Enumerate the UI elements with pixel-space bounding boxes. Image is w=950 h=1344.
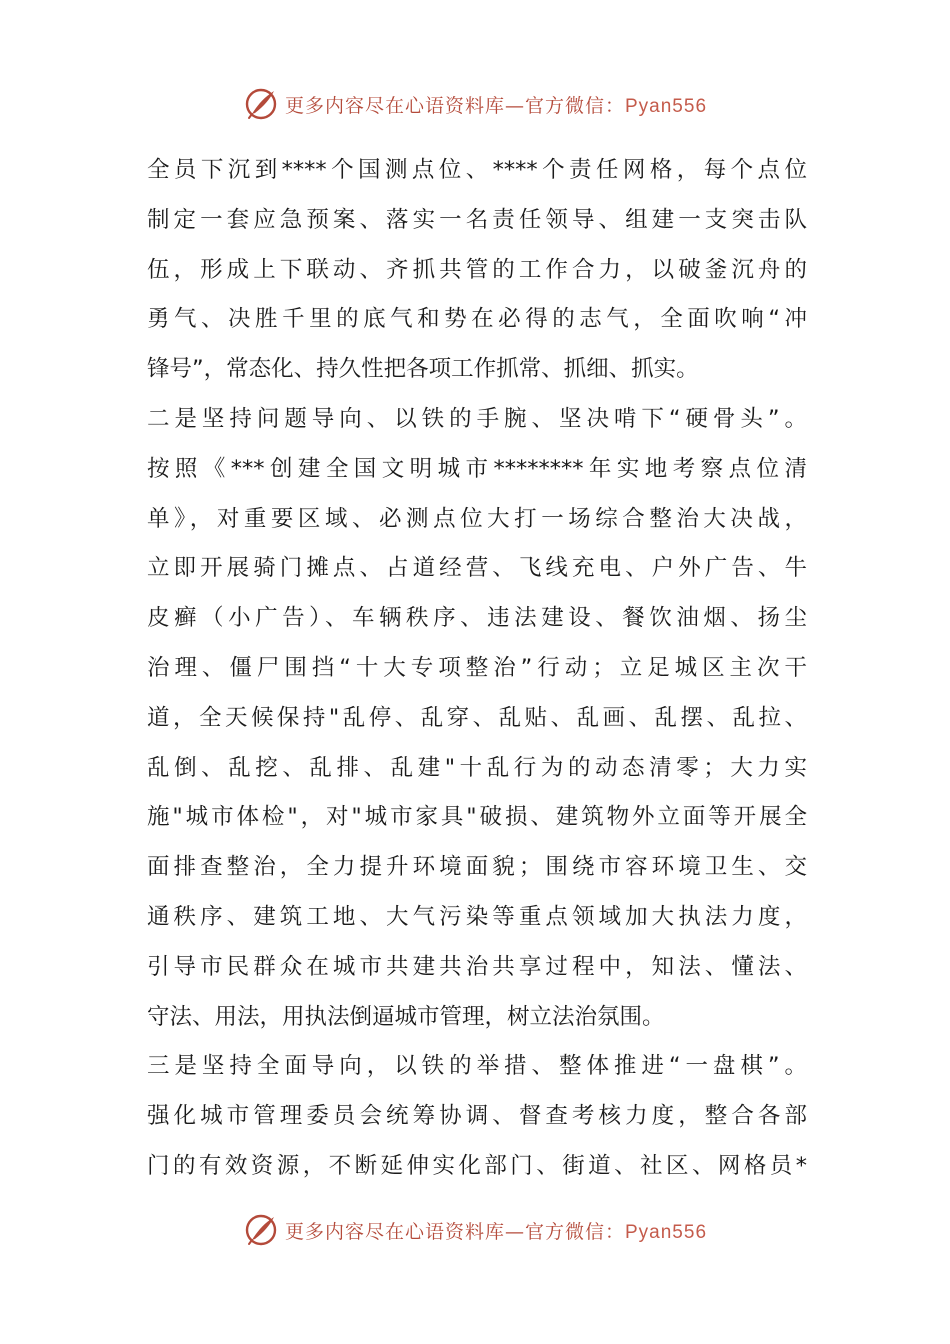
- text-line: 施"城市体检"，对"城市家具"破损、建筑物外立面等开展全: [147, 804, 807, 831]
- watermark-label: 更多内容尽在心语资料库—官方微信：: [284, 94, 625, 117]
- text-line: 单》，对重要区域、必测点位大打一场综合整治大决战，: [147, 505, 807, 532]
- header-watermark: [0, 84, 950, 124]
- text-line: 伍，形成上下联动、齐抓共管的工作合力，以破釜沉舟的: [147, 256, 807, 283]
- watermark-text: [285, 1217, 707, 1244]
- section-heading-line: 二是坚持问题导向、以铁的手腕、坚决啃下“硬骨头”。: [147, 405, 807, 432]
- document-body: [147, 146, 807, 1192]
- watermark-label: 更多内容尽在心语资料库—官方微信：: [284, 1220, 625, 1243]
- section-heading-line: 三是坚持全面导向，以铁的举措、整体推进“一盘棋”。: [147, 1053, 807, 1080]
- text-line: 引导市民群众在城市共建共治共享过程中，知法、懂法、: [147, 953, 807, 980]
- quill-pen-logo-icon: [243, 86, 279, 122]
- wechat-id: Pyan556: [625, 1221, 708, 1243]
- text-line: 通秩序、建筑工地、大气污染等重点领域加大执法力度，: [147, 903, 807, 930]
- text-line: 立即开展骑门摊点、占道经营、飞线充电、户外广告、牛: [147, 555, 807, 582]
- text-line: 强化城市管理委员会统筹协调、督查考核力度，整合各部: [147, 1103, 807, 1130]
- text-line: 皮癣（小广告）、车辆秩序、违法建设、餐饮油烟、扬尘: [147, 605, 807, 632]
- text-line: 全员下沉到****个国测点位、****个责任网格，每个点位: [147, 157, 807, 183]
- text-line: 守法、用法，用执法倒逼城市管理，树立法治氛围。: [147, 1003, 665, 1030]
- text-line: 勇气、决胜千里的底气和势在必得的志气，全面吹响“冲: [147, 306, 807, 333]
- wechat-id: Pyan556: [625, 95, 708, 117]
- quill-pen-logo-icon: [243, 1212, 279, 1248]
- text-line: 锋号”，常态化、持久性把各项工作抓常、抓细、抓实。: [147, 356, 699, 383]
- text-line: 按照《***创建全国文明城市********年实地考察点位清: [147, 455, 807, 482]
- text-line: 门的有效资源，不断延伸实化部门、街道、社区、网格员*: [147, 1152, 807, 1179]
- text-line: 制定一套应急预案、落实一名责任领导、组建一支突击队: [147, 206, 807, 233]
- text-line: 乱倒、乱挖、乱排、乱建"十乱行为的动态清零；大力实: [147, 754, 807, 781]
- text-line: 面排查整治，全力提升环境面貌；围绕市容环境卫生、交: [147, 854, 807, 881]
- watermark-text: [285, 91, 707, 118]
- text-line: 治理、僵尸围挡“十大专项整治”行动；立足城区主次干: [147, 654, 807, 681]
- footer-watermark: [0, 1210, 950, 1250]
- text-line: 道，全天候保持"乱停、乱穿、乱贴、乱画、乱摆、乱拉、: [147, 704, 807, 731]
